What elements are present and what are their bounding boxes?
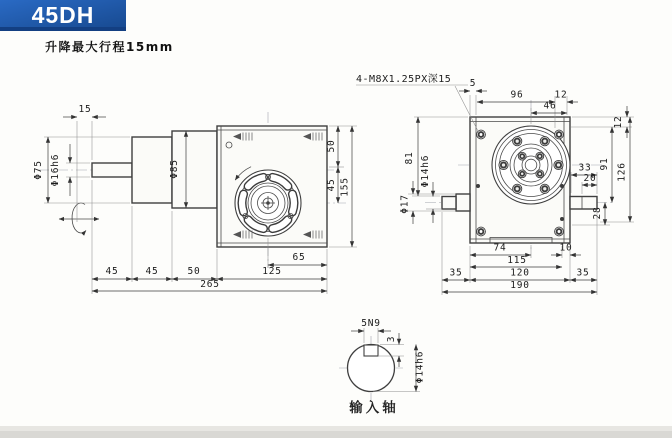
cylinder-75	[132, 137, 172, 203]
svg-text:33: 33	[578, 162, 592, 174]
svg-text:45: 45	[145, 266, 159, 277]
svg-text:155: 155	[339, 177, 351, 197]
svg-text:96: 96	[510, 89, 524, 101]
svg-text:Φ17: Φ17	[399, 194, 411, 214]
svg-text:190: 190	[510, 280, 530, 291]
svg-text:3: 3	[386, 335, 397, 343]
svg-text:50: 50	[326, 139, 337, 153]
svg-text:35: 35	[449, 267, 463, 279]
svg-text:265: 265	[200, 279, 220, 290]
svg-text:46: 46	[543, 100, 557, 112]
left-shaft	[442, 197, 456, 210]
svg-text:50: 50	[187, 266, 201, 277]
svg-text:125: 125	[262, 266, 282, 277]
svg-text:28: 28	[592, 206, 603, 220]
svg-text:65: 65	[292, 252, 306, 263]
svg-text:126: 126	[616, 162, 628, 182]
svg-text:120: 120	[510, 267, 530, 279]
svg-text:Φ14h6: Φ14h6	[420, 154, 431, 188]
svg-text:Φ16h6: Φ16h6	[50, 153, 61, 187]
keyway	[364, 345, 378, 356]
svg-text:Φ14h6: Φ14h6	[414, 350, 426, 384]
stroke-subtitle: 升降最大行程15mm	[45, 40, 174, 54]
output-screw-shaft	[92, 163, 132, 177]
svg-text:91: 91	[599, 157, 610, 171]
svg-text:81: 81	[404, 151, 415, 165]
input-shaft-caption: 输入轴	[349, 400, 399, 416]
svg-text:12: 12	[613, 115, 624, 129]
svg-text:10: 10	[559, 242, 573, 254]
svg-text:5: 5	[469, 78, 477, 89]
svg-text:45: 45	[326, 178, 337, 192]
svg-text:35: 35	[576, 267, 590, 279]
svg-text:115: 115	[507, 255, 527, 266]
model-number: 45DH	[31, 2, 95, 28]
svg-text:5N9: 5N9	[361, 318, 381, 329]
svg-text:Φ85: Φ85	[169, 159, 180, 179]
svg-text:20: 20	[583, 173, 597, 184]
thread-note-text: 4-M8X1.25PX深15	[356, 74, 452, 85]
svg-text:12: 12	[554, 89, 568, 101]
svg-text:45: 45	[105, 266, 119, 277]
left-shaft-boss	[456, 194, 470, 211]
svg-text:15: 15	[78, 104, 92, 115]
svg-text:Φ75: Φ75	[33, 160, 44, 180]
svg-text:74: 74	[493, 242, 507, 254]
